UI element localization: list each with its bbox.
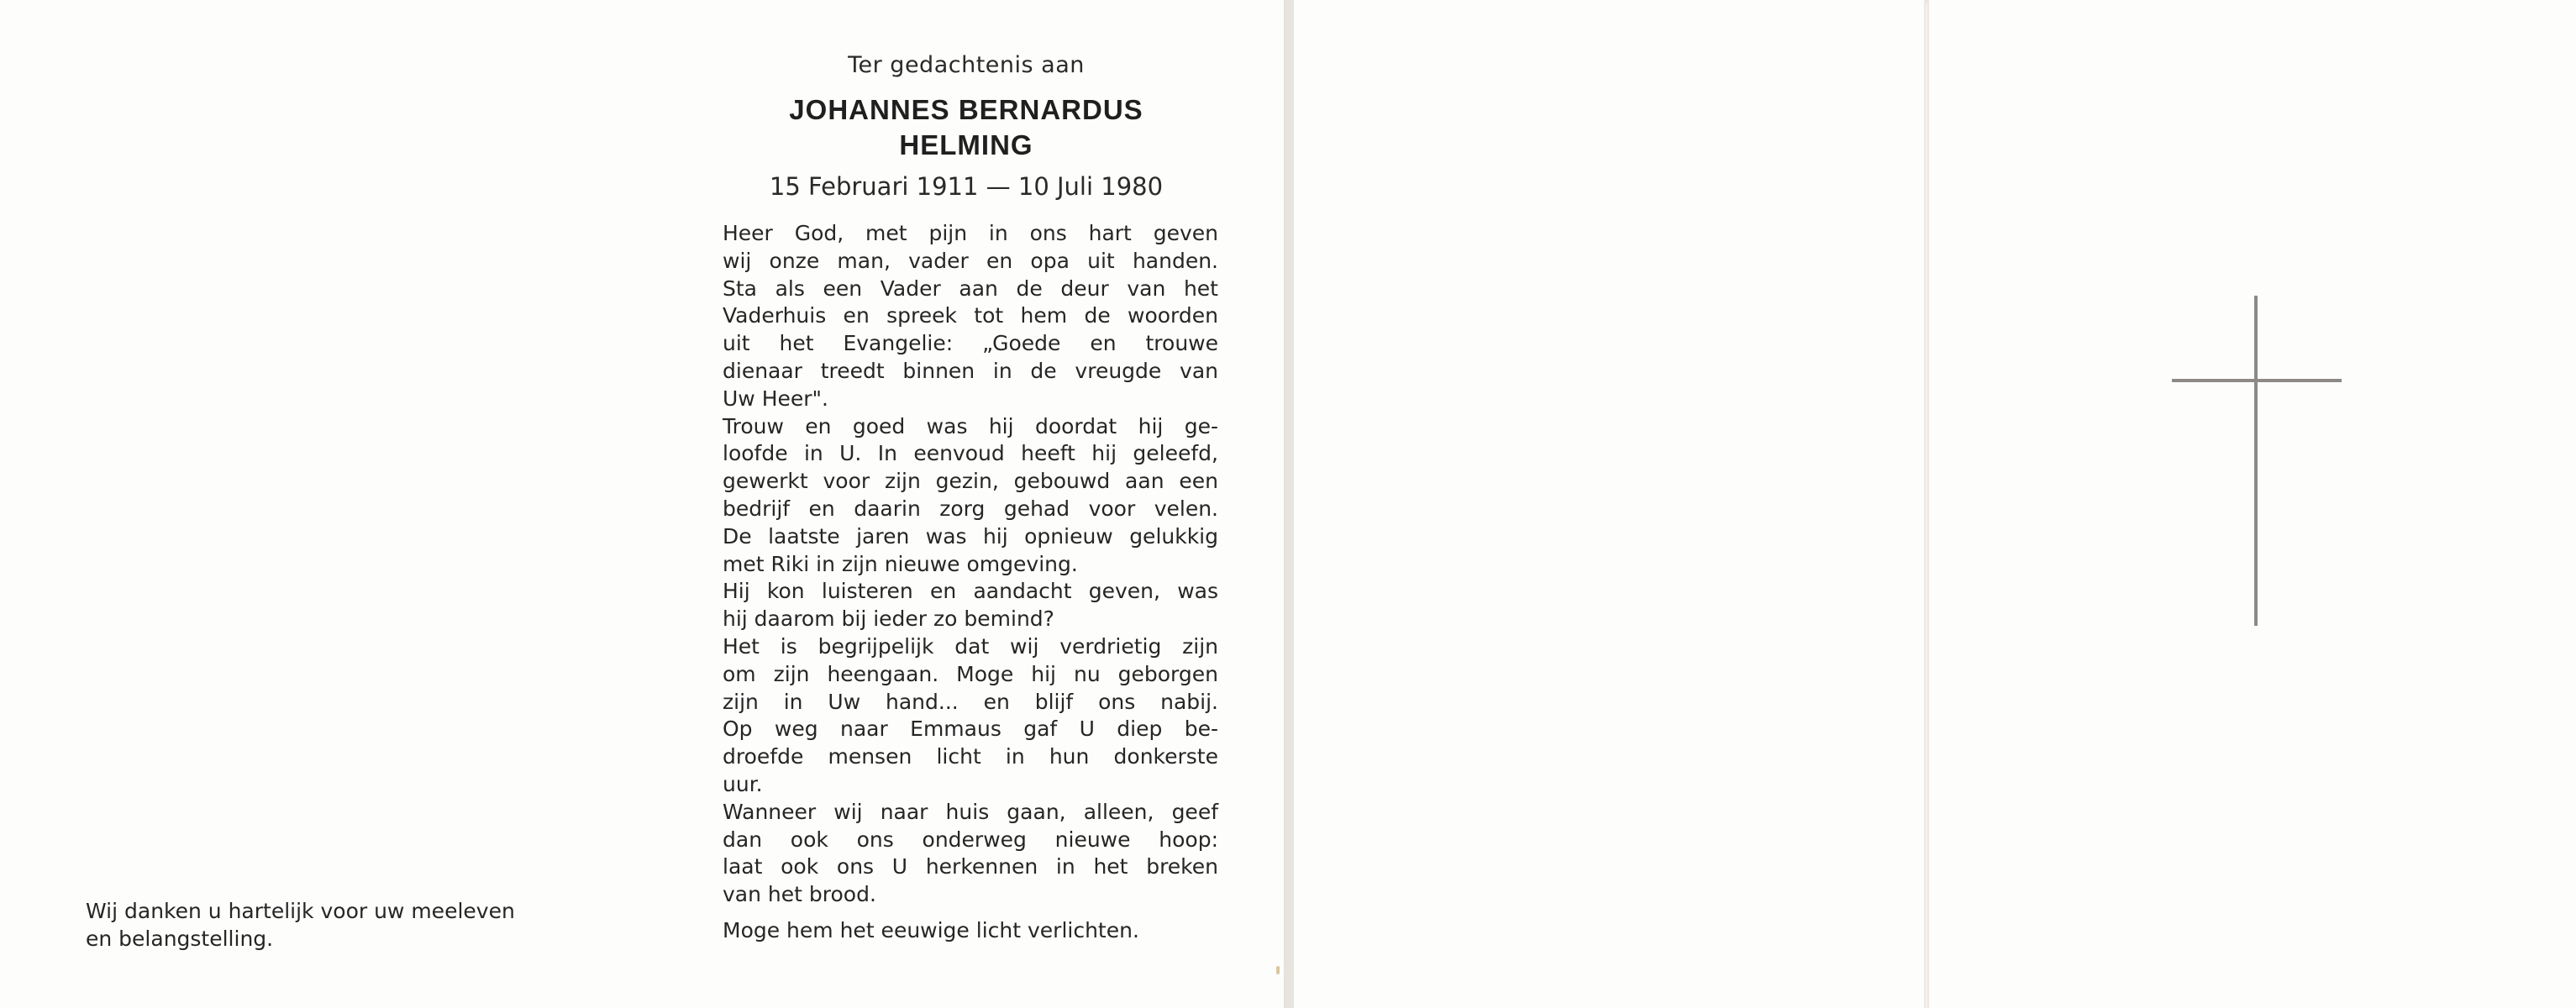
- prayer-line: Moge hem het eeuwige licht verlichten.: [723, 917, 1139, 942]
- prayer-line: Sta als een Vader aan de deur van het: [723, 276, 1218, 301]
- prayer-line: hij daarom bij ieder zo bemind?: [723, 606, 1054, 632]
- prayer-line: zijn in Uw hand... en blijf ons nabij.: [723, 689, 1218, 714]
- prayer-line: droefde mensen licht in hun donkerste: [723, 744, 1218, 769]
- inner-spread-panel: [0, 0, 1285, 1008]
- prayer-line: De laatste jaren was hij opnieuw gelukkig: [723, 523, 1218, 549]
- thank-you-line-1: Wij danken u hartelijk voor uw meeleven: [86, 899, 515, 923]
- prayer-line: loofde in U. In eenvoud heeft hij geleefd,: [723, 441, 1218, 466]
- cross-horizontal-bar: [2172, 379, 2342, 382]
- prayer-line: gewerkt voor zijn gezin, gebouwd aan een: [723, 469, 1218, 494]
- front-cover-panel: [1927, 0, 2576, 1008]
- prayer-line: uur.: [723, 771, 763, 796]
- prayer-line: met Riki in zijn nieuwe omgeving.: [723, 551, 1078, 576]
- prayer-line: van het brood.: [723, 882, 876, 907]
- prayer-line: Heer God, met pijn in ons hart geven: [723, 221, 1218, 245]
- name-line-2: HELMING: [899, 129, 1033, 160]
- prayer-line: Het is begrijpelijk dat wij verdrietig zijn: [723, 633, 1218, 659]
- fold-gap: [1285, 0, 1294, 1008]
- prayer-line: Uw Heer".: [723, 386, 828, 411]
- prayer-line: uit het Evangelie: „Goede en trouwe: [723, 331, 1218, 356]
- prayer-line: laat ook ons U herkennen in het breken: [723, 854, 1218, 879]
- prayer-line: wij onze man, vader en opa uit handen.: [723, 248, 1218, 273]
- prayer-line: Op weg naar Emmaus gaf U diep be-: [723, 717, 1218, 742]
- name-line-1: JOHANNES BERNARDUS: [789, 94, 1143, 125]
- intro-heading: Ter gedachtenis aan: [848, 52, 1085, 78]
- back-cover-panel: [1294, 0, 1926, 1008]
- deceased-name: [706, 92, 1227, 163]
- prayer-line: Wanneer wij naar huis gaan, alleen, geef: [723, 799, 1218, 824]
- cross-vertical-bar: [2254, 296, 2258, 626]
- prayer-line: dienaar treedt binnen in de vreugde van: [723, 358, 1218, 383]
- prayer-line: om zijn heengaan. Moge hij nu geborgen: [723, 661, 1218, 686]
- prayer-text: [723, 220, 1218, 945]
- thank-you-line-2: en belangstelling.: [86, 927, 274, 951]
- prayer-line: dan ook ons onderweg nieuwe hoop:: [723, 827, 1218, 852]
- thank-you-note: [86, 897, 590, 953]
- prayer-line: bedrijf en daarin zorg gehad voor velen.: [723, 496, 1218, 521]
- life-dates: 15 Februari 1911 — 10 Juli 1980: [769, 172, 1164, 201]
- prayer-line: Hij kon luisteren en aandacht geven, was: [723, 579, 1218, 604]
- prayer-line: Trouw en goed was hij doordat hij ge-: [723, 413, 1218, 438]
- corner-mark: [1276, 966, 1280, 974]
- prayer-line: Vaderhuis en spreek tot hem de woorden: [723, 303, 1218, 328]
